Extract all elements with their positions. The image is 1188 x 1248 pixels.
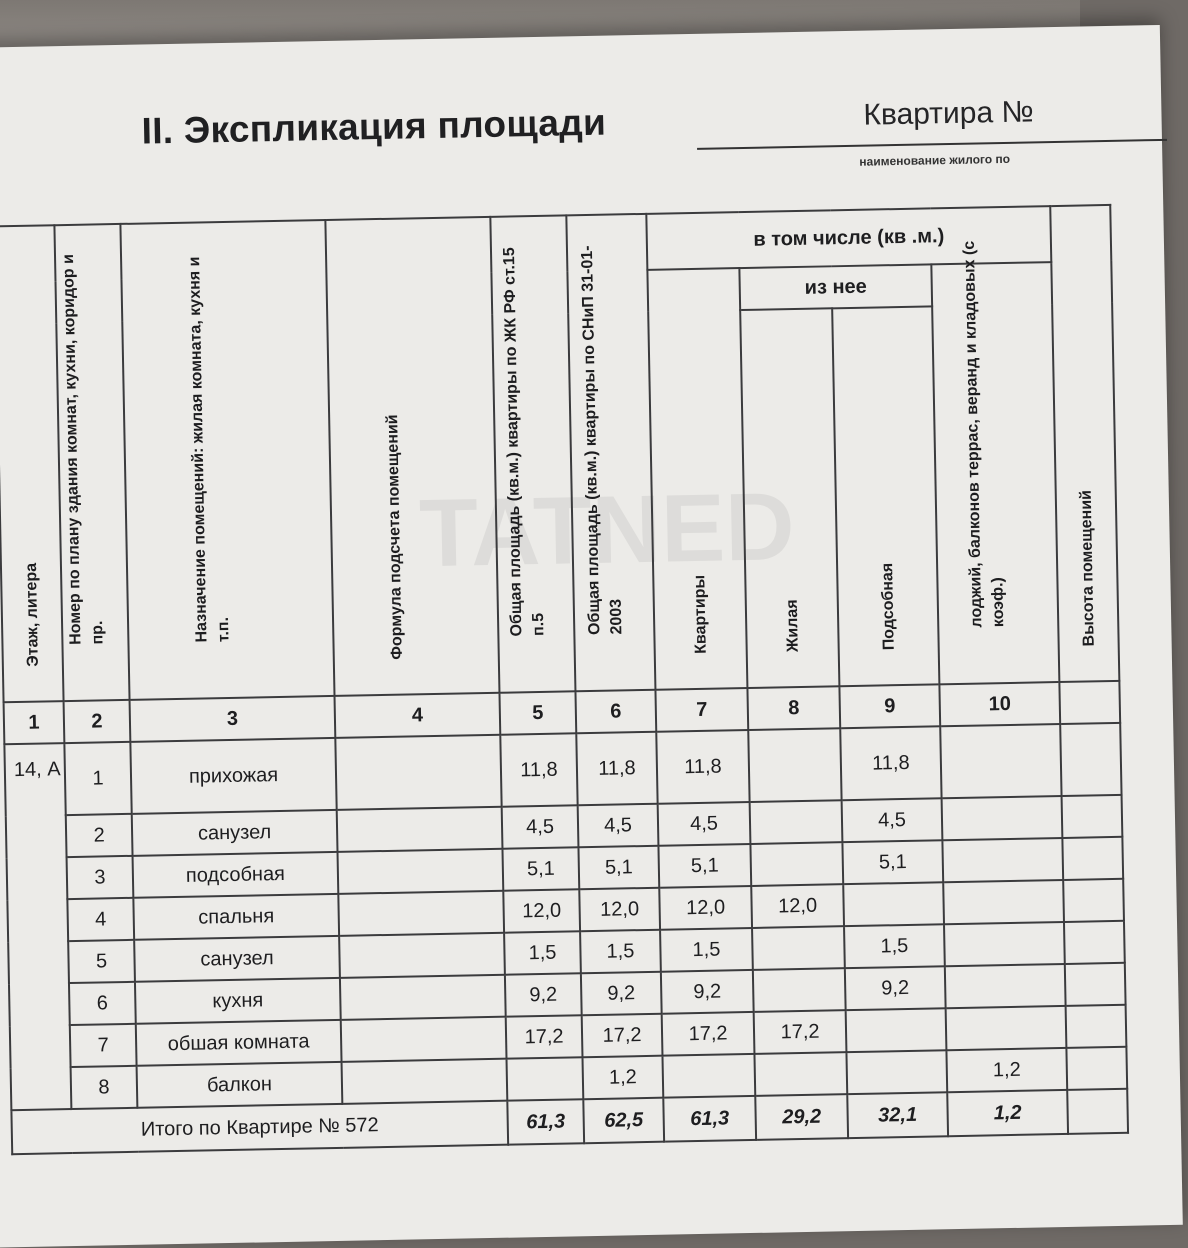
header-including-group: в том числе (кв .м.) [646,206,1051,270]
apartment-underline [697,139,1167,150]
total-living: 29,2 [755,1094,848,1140]
area-zhk-cell: 5,1 [502,847,579,890]
balcony-area-cell [942,838,1063,882]
total-height [1067,1089,1128,1134]
height-cell [1066,1005,1127,1048]
column-number: 8 [747,686,840,730]
apartment-area-cell: 12,0 [659,886,752,930]
column-number: 9 [839,684,940,728]
area-zhk-cell: 12,0 [503,889,580,932]
area-zhk-cell: 1,5 [504,931,581,974]
header-formula: Формула подсчета помещений [325,217,499,696]
room-number: 7 [70,1024,137,1067]
height-cell [1060,723,1121,796]
apartment-area-cell: 5,1 [658,844,751,888]
balcony-area-cell [946,1006,1067,1050]
height-cell [1062,837,1123,880]
apartment-area-cell: 11,8 [656,730,749,804]
room-name: санузел [134,936,340,982]
auxiliary-area-cell: 11,8 [840,726,941,800]
total-area-snip: 62,5 [583,1098,664,1144]
formula-cell [341,1017,507,1062]
room-number: 1 [64,742,131,815]
height-cell [1065,963,1126,1006]
header-room-number: Номер по плану здания комнат, кухни, коридор и пр. [54,224,129,701]
formula-cell [340,975,506,1020]
header-of-which: из нее [739,264,932,310]
header-living: Жилая [740,308,839,688]
area-snip-cell: 17,2 [582,1014,663,1058]
area-snip-cell: 4,5 [578,804,659,848]
apartment-area-cell: 4,5 [658,802,751,846]
watermark-logo: TATNED [418,473,796,588]
balcony-area-cell: 1,2 [946,1048,1067,1092]
dwelling-name-caption: наименование жилого по [859,151,1011,169]
column-number: 3 [130,696,336,742]
total-apartment: 61,3 [663,1096,756,1142]
header-area-zhk: Общая площадь (кв.м.) квартиры по ЖК РФ ст.15 п.5 [490,215,575,692]
apartment-area-cell: 9,2 [661,970,754,1014]
header-room-purpose: Назначение помещений: жилая комната, кухня и т.п. [120,220,334,700]
column-number: 1 [4,701,65,744]
living-area-cell [753,968,846,1012]
area-zhk-cell: 9,2 [505,973,582,1016]
room-number: 4 [67,898,134,941]
room-number: 3 [67,856,134,899]
formula-cell [338,891,504,936]
auxiliary-area-cell: 1,5 [844,924,945,968]
living-area-cell [752,926,845,970]
area-snip-cell: 1,5 [580,930,661,974]
header-auxiliary: Подсобная [832,306,939,686]
total-label: Итого по Квартире № 572 [11,1101,508,1155]
height-cell [1066,1047,1127,1090]
document-page [0,25,1183,1248]
living-area-cell [750,800,843,844]
balcony-area-cell [945,964,1066,1008]
room-name: подсобная [133,852,339,898]
apartment-area-cell: 17,2 [662,1012,755,1056]
balcony-area-cell [940,724,1061,798]
living-area-cell [750,842,843,886]
header-balconies: лоджий, балконов террас, веранд и кладовых (с коэф.) [931,262,1059,684]
auxiliary-area-cell: 9,2 [845,966,946,1010]
formula-cell [337,807,503,852]
room-number: 8 [71,1066,138,1109]
balcony-area-cell [943,880,1064,924]
auxiliary-area-cell [843,882,944,926]
column-number: 7 [655,688,748,732]
apartment-area-cell [662,1054,755,1098]
balcony-area-cell [944,922,1065,966]
header-floor: Этаж, литера [0,225,64,702]
column-number: 10 [939,682,1060,726]
column-number [1059,681,1120,724]
area-snip-cell: 11,8 [576,732,657,806]
formula-cell [339,933,505,978]
apartment-number-label: Квартира № [863,95,1034,132]
document-title: II. Экспликация площади [141,101,607,152]
auxiliary-area-cell [846,1050,947,1094]
height-cell [1064,921,1125,964]
living-area-cell: 17,2 [754,1010,847,1054]
formula-cell [338,849,504,894]
room-name: обшая комната [136,1020,342,1066]
area-zhk-cell: 17,2 [506,1015,583,1058]
apartment-area-cell: 1,5 [660,928,753,972]
living-area-cell [748,728,841,802]
room-name: балкон [137,1062,343,1108]
formula-cell [342,1059,508,1104]
room-number: 5 [68,940,135,983]
room-name: прихожая [130,738,336,814]
floor-cell: 14, А [4,743,71,1110]
auxiliary-area-cell: 5,1 [842,840,943,884]
area-snip-cell: 1,2 [582,1056,663,1100]
header-room-height: Высота помещений [1050,205,1119,682]
column-number: 2 [64,700,131,743]
column-number: 4 [335,693,501,738]
area-zhk-cell: 4,5 [502,805,579,848]
area-snip-cell: 9,2 [581,972,662,1016]
living-area-cell: 12,0 [751,884,844,928]
column-number: 5 [499,691,576,734]
balcony-area-cell [942,796,1063,840]
room-number: 2 [66,814,133,857]
formula-cell [335,735,501,810]
auxiliary-area-cell: 4,5 [842,798,943,842]
area-zhk-cell [507,1057,584,1100]
height-cell [1062,795,1123,838]
total-area-zhk: 61,3 [507,1099,584,1144]
total-auxiliary: 32,1 [847,1092,948,1138]
living-area-cell [754,1052,847,1096]
height-cell [1063,879,1124,922]
area-snip-cell: 12,0 [579,888,660,932]
header-area-snip: Общая площадь (кв.м.) квартиры по СНиП 31-01-2003 [566,214,655,691]
area-snip-cell: 5,1 [578,846,659,890]
room-number: 6 [69,982,136,1025]
auxiliary-area-cell [846,1008,947,1052]
room-name: санузел [132,810,338,856]
room-name: кухня [135,978,341,1024]
area-explication-table [0,204,1129,1155]
area-zhk-cell: 11,8 [500,733,577,806]
column-number: 6 [575,690,656,734]
header-apartment: Квартиры [647,268,747,690]
total-balcony: 1,2 [947,1090,1068,1136]
room-name: спальня [133,894,339,940]
